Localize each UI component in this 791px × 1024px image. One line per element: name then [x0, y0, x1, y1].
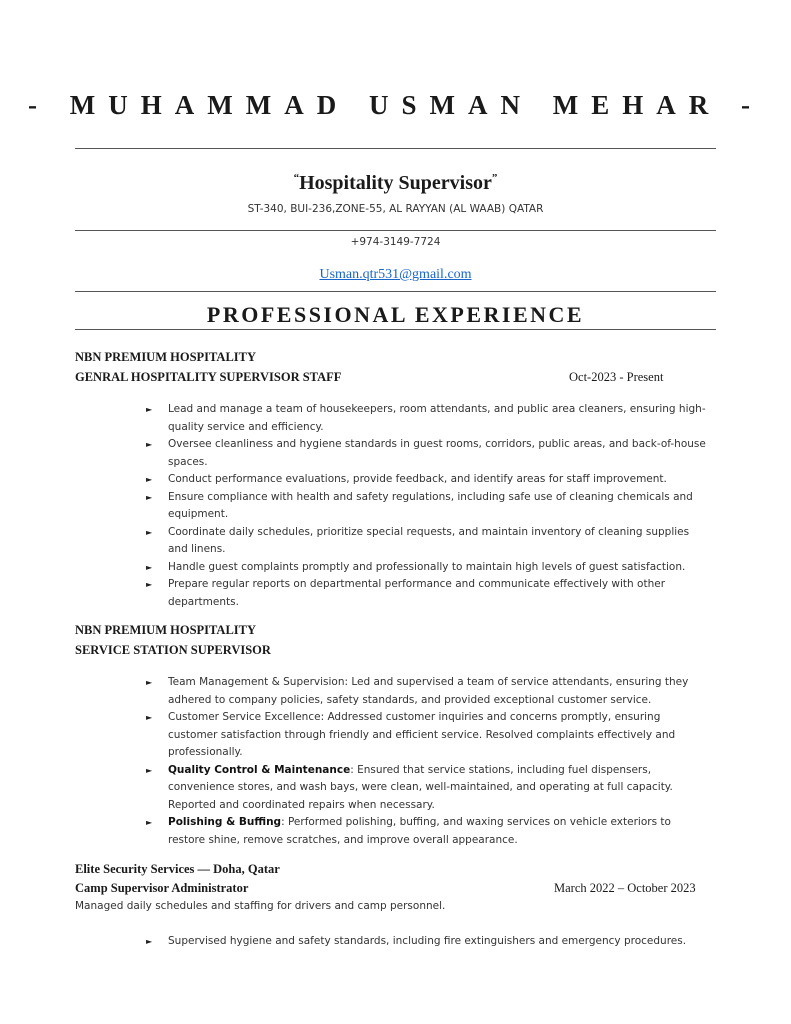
job3-bullet-list	[146, 933, 706, 951]
list-item: ► Handle guest complaints promptly and professionally to maintain high levels of guest satisfaction.	[146, 559, 706, 577]
bullet-text: Customer Service Excellence: Addressed customer inquiries and concerns promptly, ensuring customer satisfaction through friendly and efficient service. Resolved complaints effectively and professionally.	[168, 711, 676, 758]
list-item	[146, 762, 706, 815]
address: ST-340, BUI-236,ZONE-55, AL RAYYAN (AL WAAB) QATAR	[247, 203, 544, 215]
job2-role: SERVICE STATION SUPERVISOR	[75, 643, 271, 657]
bullet-lead: Quality Control & Maintenance	[168, 763, 351, 776]
list-item	[146, 709, 706, 762]
close-quote: ”	[491, 172, 498, 184]
job1-bullet-list	[146, 401, 706, 611]
job-title	[0, 172, 791, 195]
bullet-text: : Ensured that service stations, including fuel dispensers, convenience stores, and wash bays, were clean, well-maintained, and operating at full capacity. Reported and coordinated repairs when necessary.	[168, 763, 673, 811]
divider	[75, 148, 716, 149]
job1-dates: Oct-2023 - Present	[569, 370, 664, 384]
list-item: ► Oversee cleanliness and hygiene standards in guest rooms, corridors, public areas, and back-of-house spaces.	[146, 436, 706, 471]
list-item: ► Coordinate daily schedules, prioritize special requests, and maintain inventory of cleaning supplies and linens.	[146, 524, 706, 559]
candidate-name: - MUHAMMAD USMAN MEHAR -	[28, 90, 763, 120]
list-item: ► Conduct performance evaluations, provide feedback, and identify areas for staff improvement.	[146, 471, 706, 489]
job-title-text: Hospitality Supervisor	[299, 172, 492, 194]
bullet-text: Team Management & Supervision: Led and supervised a team of service attendants, ensuring they adhered to company policies, safety standards, and provided exceptional customer service.	[168, 676, 689, 706]
job2-company: NBN PREMIUM HOSPITALITY	[75, 623, 257, 637]
list-item	[146, 674, 706, 709]
job3-summary: Managed daily schedules and staffing for drivers and camp personnel.	[75, 900, 446, 912]
job2-bullet-list	[146, 674, 706, 849]
divider	[75, 230, 716, 231]
job3-dates: March 2022 – October 2023	[554, 881, 696, 895]
bullet-lead: Polishing & Buffing	[168, 816, 282, 828]
job3-role: Camp Supervisor Administrator	[75, 881, 249, 895]
list-item	[146, 814, 706, 849]
list-item: ► Prepare regular reports on departmental performance and communicate effectively with other departments.	[146, 576, 706, 611]
list-item: ► Supervised hygiene and safety standards, including fire extinguishers and emergency procedures.	[146, 933, 706, 951]
divider	[75, 291, 716, 292]
job1-role: GENRAL HOSPITALITY SUPERVISOR STAFF	[75, 370, 342, 384]
section-title-experience: PROFESSIONAL EXPERIENCE	[206, 302, 585, 327]
list-item: ► Lead and manage a team of housekeepers, room attendants, and public area cleaners, ensuring high-quality service and efficiency.	[146, 401, 706, 436]
job3-company: Elite Security Services — Doha, Qatar	[75, 862, 280, 876]
open-quote: “	[293, 172, 300, 184]
list-item: ► Ensure compliance with health and safety regulations, including safe use of cleaning chemicals and equipment.	[146, 489, 706, 524]
job1-company: NBN PREMIUM HOSPITALITY	[75, 350, 257, 364]
bullet-text: : Performed polishing, buffing, and waxing services on vehicle exteriors to restore shine, remove scratches, and improve overall appearance.	[168, 816, 671, 846]
divider	[75, 329, 716, 330]
email-link[interactable]: Usman.qtr531@gmail.com	[319, 267, 472, 282]
phone-number: +974-3149-7724	[350, 236, 441, 248]
